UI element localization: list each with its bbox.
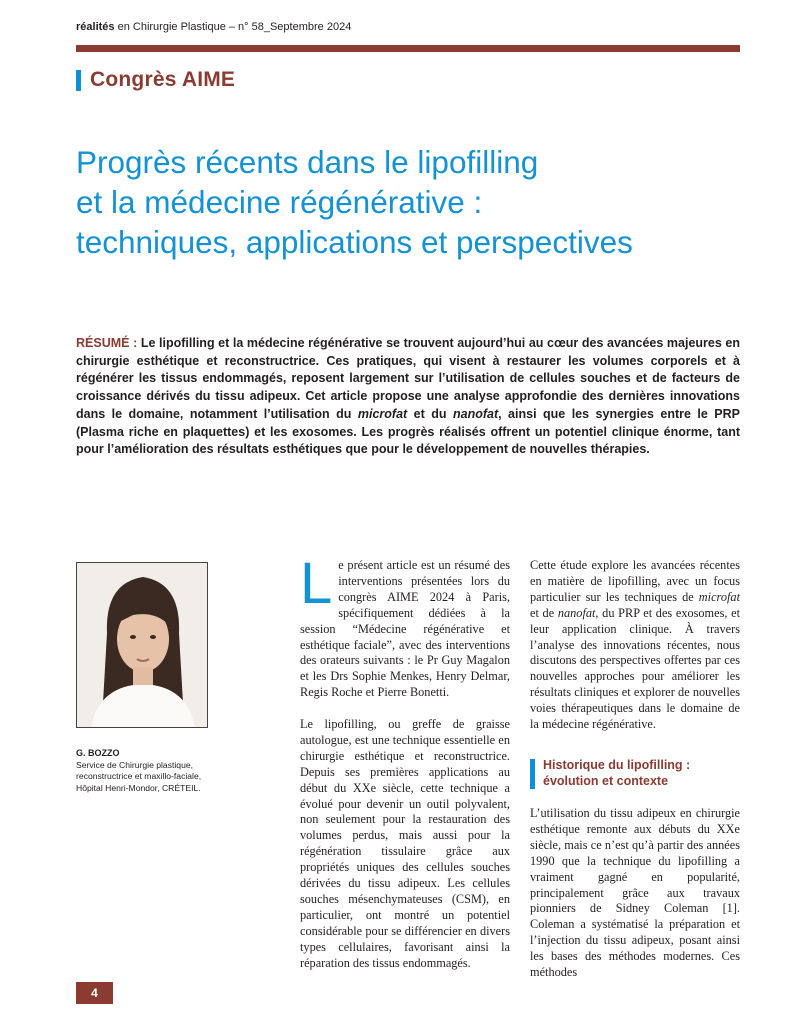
- drop-cap: L: [300, 551, 333, 616]
- study-paragraph: [530, 558, 740, 733]
- study-text-2: et de: [530, 605, 558, 620]
- title-line-2: et la médecine régénérative :: [76, 184, 483, 220]
- study-em-microfat: microfat: [698, 589, 740, 604]
- body-column-2-continued: [530, 806, 740, 997]
- abstract-lead: RÉSUMÉ :: [76, 336, 138, 350]
- abstract-text-1: Le lipofilling et la médecine régénérative se trouvent aujourd’hui au cœur des avancées majeures en chirurgie esthétique et reconstructrice. Ces pratiques, qui visent à restaurer les volumes corporels et à régénérer les tissus endommagés, reposent largement sur l’utilisation de cellules souches et de facteurs de croissance dérivés du tissu adipeux. Cet article propose une analyse approfondie des dernières innovations dans le domaine, notamment l’utilisation du: [76, 336, 740, 421]
- subheading-text: [543, 757, 690, 789]
- page-number: 4: [76, 982, 113, 1004]
- history-paragraph: L’utilisation du tissu adipeux en chirurgie esthétique remonte aux débuts du XXe siècle, mais ce n’est qu’à partir des années 1990 que la technique du lipofilling a vraiment gagné en popularité, principalement grâce aux travaux pionniers de Sidney Coleman [1]. Coleman a systématisé la préparation et l’injection du tissu adipeux, posant ainsi les bases des méthodes modernes. Ces méthodes: [530, 806, 740, 980]
- running-head: [76, 21, 351, 33]
- section-label: Congrès AIME: [90, 68, 236, 91]
- body-column-2: [530, 558, 740, 749]
- journal-brand: réalités: [76, 21, 115, 33]
- subheading-line-2: évolution et contexte: [543, 774, 669, 788]
- title-line-1: Progrès récents dans le lipofilling: [76, 144, 539, 180]
- study-text-3: , du PRP et des exosomes, et leur application clinique. À travers l’analyse des innovations récentes, nous discutons des perspectives offertes par ces nouvelles approches pour améliorer les résultats cliniques et explorer de nouvelles voies thérapeutiques dans le domaine de la médecine régénérative.: [530, 605, 740, 732]
- lipofilling-paragraph: Le lipofilling, ou greffe de graisse autologue, est une technique essentielle en chirurgie esthétique et reconstructrice. Depuis ses premières applications au début du XXe siècle, cette technique a évolué pour devenir un outil polyvalent, non seulement pour la restauration des volumes perdus, mais aussi pour la régénération tissulaire grâce aux propriétés uniques des cellules souches dérivées du tissu adipeux. Les cellules souches mésenchymateuses (CSM), en particulier, ont montré un potentiel considérable pour se différencier en divers types cellulaires, favorisant ainsi la réparation des tissus endommagés.: [300, 717, 510, 970]
- author-name: G. BOZZO: [76, 748, 120, 758]
- subheading-line-1: Historique du lipofilling :: [543, 758, 691, 772]
- subheading-bar: [530, 759, 535, 789]
- journal-issue: en Chirurgie Plastique – n° 58_Septembre 2024: [114, 21, 352, 33]
- affiliation-line-1: Service de Chirurgie plastique,: [76, 759, 194, 770]
- body-column-1: [300, 551, 510, 987]
- author-affiliation: [76, 748, 276, 794]
- author-portrait-illustration: [77, 563, 208, 728]
- study-em-nanofat: nanofat: [557, 605, 596, 620]
- abstract-text-2: et du: [407, 406, 453, 421]
- abstract-text-3: , ainsi que les synergies entre le PRP (Plasma riche en plaquettes) et les exosomes. Les progrès réalisés offrent un potentiel clinique énorme, tant pour l’amélioration des résultats esthétiques que pour le développement de nouvelles thérapies.: [76, 406, 740, 457]
- subheading: [530, 757, 740, 789]
- abstract-em-microfat: microfat: [357, 406, 408, 421]
- title-line-3: techniques, applications et perspectives: [76, 224, 633, 260]
- abstract: [76, 335, 740, 459]
- section-tag-bar: [76, 70, 81, 91]
- intro-text: e présent article est un résumé des interventions présentées lors du congrès AIME 2024 à Paris, spécifiquement dédiées à la session “Médecine régénérative et esthétique faciale”, avec des interventions des orateurs suivants : le Pr Guy Magalon et les Drs Sophie Menkes, Henry Delmar, Regis Roche et Pierre Bonetti.: [300, 558, 510, 700]
- affiliation-line-3: Hôpital Henri-Mondor, CRÉTEIL.: [76, 782, 201, 793]
- header-rule: [76, 45, 740, 52]
- affiliation-line-2: reconstructrice et maxillo-faciale,: [76, 771, 202, 782]
- author-photo: [76, 562, 208, 728]
- abstract-em-nanofat: nanofat: [452, 406, 499, 421]
- study-text-1: Cette étude explore les avancées récentes en matière de lipofilling, avec un focus particulier sur les techniques de: [530, 558, 740, 604]
- intro-paragraph: [300, 551, 510, 701]
- article-title: [76, 142, 776, 262]
- section-tag: [76, 68, 235, 92]
